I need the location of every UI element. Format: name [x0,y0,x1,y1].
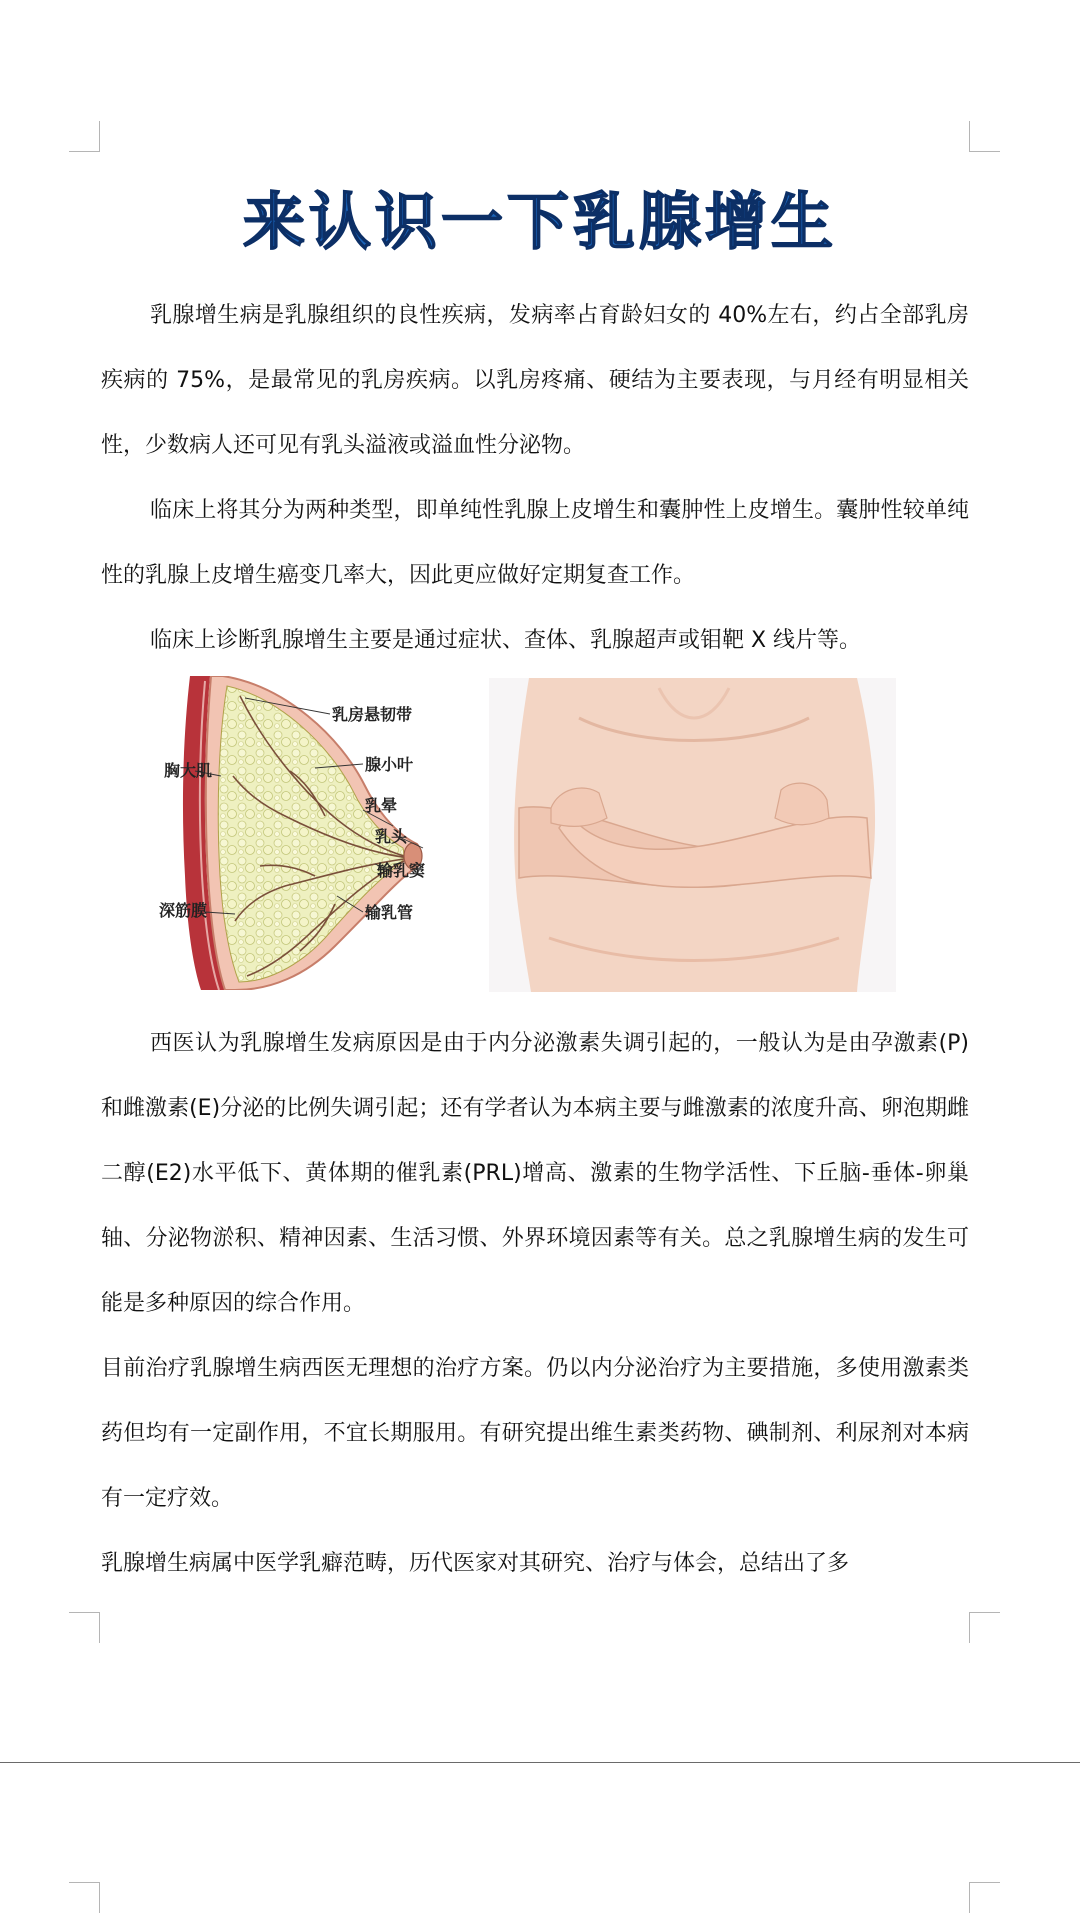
paragraph-western-causes: 西医认为乳腺增生发病原因是由于内分泌激素失调引起的，一般认为是由孕激素(P)和雌激素(E)分泌的比例失调引起；还有学者认为本病主要与雌激素的浓度升高、卵泡期雌二醇(E2)水平低下、黄体期的催乳素(PRL)增高、激素的生物学活性、下丘脑-垂体-卵巢轴、分泌物淤积、精神因素、生活习惯、外界环境因素等有关。总之乳腺增生病的发生可能是多种原因的综合作用。 [101,1031,969,1316]
label-duct: 输乳管 [365,903,414,922]
label-sinus: 输乳窦 [377,861,426,880]
paragraph-types: 临床上将其分为两种类型，即单纯性乳腺上皮增生和囊肿性上皮增生。囊肿性较单纯性的乳腺上皮增生癌变几率大，因此更应做好定期复查工作。 [101,498,969,588]
label-lobule: 腺小叶 [365,755,414,774]
label-areola: 乳晕 [365,796,398,815]
corner-mark-page2-bottom-left [69,1882,100,1913]
corner-mark-top-left [69,121,100,152]
label-fascia: 深筋膜 [159,901,208,920]
page-break-line [0,1762,1080,1763]
label-ligament: 乳房悬韧带 [332,705,413,724]
paragraph-western-treatment: 目前治疗乳腺增生病西医无理想的治疗方案。仍以内分泌治疗为主要措施，多使用激素类药但均有一定副作用，不宜长期服用。有研究提出维生素类药物、碘制剂、利尿剂对本病有一定疗效。 [101,1356,969,1511]
corner-mark-bottom-right [969,1612,1000,1643]
paragraph-intro: 乳腺增生病是乳腺组织的良性疾病，发病率占育龄妇女的 40%左右，约占全部乳房疾病的 75%，是最常见的乳房疾病。以乳房疼痛、硬结为主要表现，与月经有明显相关性，少数病人还可见有乳头溢液或溢血性分泌物。 [101,303,969,458]
label-nipple-visible: 乳头 [375,827,408,846]
corner-mark-top-right [969,121,1000,152]
paragraph-diagnosis: 临床上诊断乳腺增生主要是通过症状、查体、乳腺超声或钼靶 X 线片等。 [150,628,862,653]
paragraph-tcm: 乳腺增生病属中医学乳癖范畴，历代医家对其研究、治疗与体会，总结出了多 [101,1551,850,1576]
crossed-arms-photo [489,678,896,992]
corner-mark-bottom-left [69,1612,100,1643]
page-title: 来认识一下乳腺增生 [242,185,837,258]
diagram-label-layer [159,676,495,990]
label-pectoralis: 胸大肌 [164,761,213,780]
corner-mark-page2-bottom-right [969,1882,1000,1913]
